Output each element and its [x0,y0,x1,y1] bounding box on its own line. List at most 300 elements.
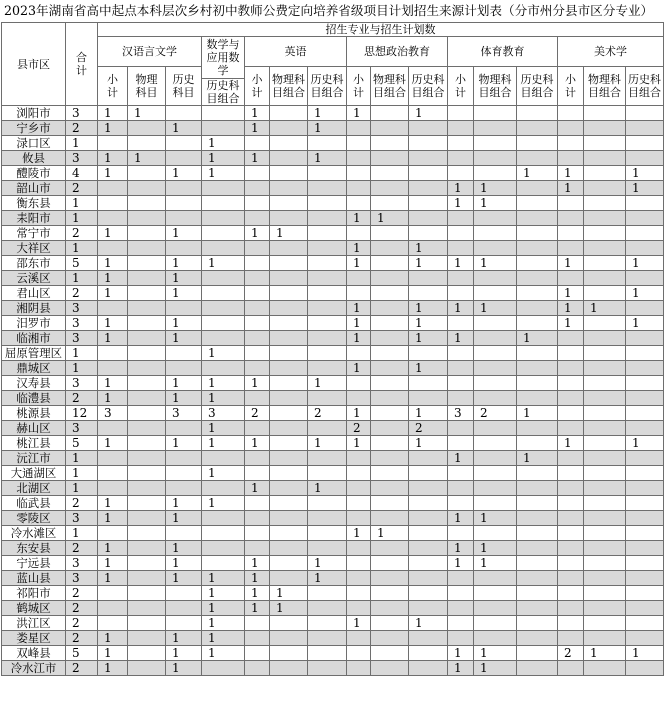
count-cell [308,391,347,406]
county-name: 宁乡市 [2,121,66,136]
count-cell [558,241,584,256]
count-cell [308,646,347,661]
count-cell [558,271,584,286]
page-title: 2023年湖南省高中起点本科层次乡村初中教师公费定向培养省级项目计划招生来源计划表（分市州分县市区分专业） [4,3,654,18]
count-cell [128,541,166,556]
count-cell: 1 [308,481,347,496]
count-cell [517,271,558,286]
count-cell [270,496,308,511]
count-cell [474,166,517,181]
count-cell [347,511,371,526]
count-cell [584,316,626,331]
county-name: 赫山区 [2,421,66,436]
table-row [2,496,664,511]
total-cell: 12 [66,406,98,421]
count-cell [517,136,558,151]
count-cell [128,241,166,256]
count-cell [584,571,626,586]
count-cell [409,211,448,226]
count-cell [558,511,584,526]
count-cell [98,421,128,436]
total-header: 合计 [66,23,98,106]
count-cell [517,196,558,211]
count-cell [448,106,474,121]
count-cell [584,511,626,526]
count-cell [558,331,584,346]
count-cell [409,451,448,466]
count-cell [202,451,245,466]
count-cell [308,526,347,541]
count-cell: 1 [166,496,202,511]
count-cell: 1 [245,601,270,616]
count-cell [166,361,202,376]
count-cell [371,166,409,181]
count-cell [558,526,584,541]
count-cell [558,631,584,646]
count-cell [626,661,664,676]
count-cell [270,451,308,466]
count-cell [517,181,558,196]
total-cell: 2 [66,586,98,601]
count-cell [626,196,664,211]
county-name: 云溪区 [2,271,66,286]
total-cell: 3 [66,331,98,346]
total-cell: 1 [66,451,98,466]
count-cell [409,556,448,571]
county-name: 渌口区 [2,136,66,151]
count-cell [128,316,166,331]
count-cell [626,511,664,526]
count-cell: 1 [308,106,347,121]
count-cell [371,136,409,151]
count-cell [474,286,517,301]
count-cell [347,376,371,391]
count-cell: 1 [626,166,664,181]
count-cell [558,361,584,376]
sub-header: 小计 [558,67,584,106]
count-cell [474,136,517,151]
count-cell [270,376,308,391]
count-cell: 2 [474,406,517,421]
count-cell: 1 [98,256,128,271]
count-cell [308,496,347,511]
count-cell: 1 [166,436,202,451]
count-cell: 1 [98,661,128,676]
count-cell: 1 [409,106,448,121]
total-cell: 5 [66,436,98,451]
count-cell [517,346,558,361]
table-row [2,271,664,286]
sub-header: 历史科目 [166,67,202,106]
count-cell [409,541,448,556]
count-cell: 1 [202,376,245,391]
count-cell [626,451,664,466]
count-cell [166,466,202,481]
count-cell [517,571,558,586]
count-cell: 1 [202,391,245,406]
count-cell [448,376,474,391]
count-cell [308,181,347,196]
count-cell [371,106,409,121]
sub-header: 历史科目组合 [308,67,347,106]
count-cell: 1 [166,661,202,676]
count-cell [308,136,347,151]
total-cell: 2 [66,181,98,196]
count-cell: 1 [448,541,474,556]
count-cell [584,271,626,286]
count-cell: 1 [409,436,448,451]
count-cell [166,196,202,211]
table-row [2,376,664,391]
count-cell: 1 [245,586,270,601]
count-cell [308,466,347,481]
count-cell: 1 [202,151,245,166]
count-cell: 1 [98,271,128,286]
count-cell [558,226,584,241]
count-cell [558,211,584,226]
count-cell: 1 [448,646,474,661]
count-cell [558,466,584,481]
count-cell [448,421,474,436]
count-cell: 1 [448,556,474,571]
count-cell: 1 [409,406,448,421]
table-body [2,106,664,676]
count-cell [245,316,270,331]
count-cell: 1 [166,511,202,526]
count-cell: 1 [98,331,128,346]
count-cell [584,286,626,301]
count-cell [166,151,202,166]
count-cell [474,601,517,616]
count-cell [371,151,409,166]
count-cell [347,556,371,571]
count-cell [584,226,626,241]
sub-header: 物理科目组合 [584,67,626,106]
count-cell [166,451,202,466]
count-cell [128,466,166,481]
count-cell [626,271,664,286]
count-cell: 1 [202,646,245,661]
sub-header: 历史科目组合 [409,67,448,106]
table-row [2,556,664,571]
total-cell: 3 [66,376,98,391]
count-cell [270,331,308,346]
county-name: 桃江县 [2,436,66,451]
count-cell [371,256,409,271]
count-cell [245,646,270,661]
count-cell [409,181,448,196]
count-cell [584,481,626,496]
count-cell [626,211,664,226]
count-cell: 1 [98,496,128,511]
count-cell [626,241,664,256]
count-cell [202,106,245,121]
count-cell [626,121,664,136]
count-cell [474,451,517,466]
count-cell [409,511,448,526]
count-cell [270,166,308,181]
count-cell [409,466,448,481]
table-row [2,586,664,601]
major-header-chinese: 汉语言文学 [98,37,202,67]
count-cell [245,451,270,466]
count-cell [448,316,474,331]
county-name: 冷水滩区 [2,526,66,541]
count-cell: 1 [245,226,270,241]
count-cell [371,316,409,331]
count-cell: 1 [626,181,664,196]
count-cell: 1 [98,541,128,556]
count-cell [409,346,448,361]
count-cell [448,571,474,586]
count-cell [166,586,202,601]
county-name: 常宁市 [2,226,66,241]
total-cell: 3 [66,421,98,436]
count-cell [98,586,128,601]
count-cell: 1 [448,181,474,196]
count-cell [270,121,308,136]
count-cell [347,541,371,556]
count-cell [270,556,308,571]
count-cell [98,136,128,151]
count-cell [98,466,128,481]
count-cell [270,361,308,376]
major-header-politics: 思想政治教育 [347,37,448,67]
count-cell [371,421,409,436]
count-cell [270,511,308,526]
count-cell: 1 [245,121,270,136]
count-cell [245,211,270,226]
count-cell [626,406,664,421]
count-cell: 1 [166,646,202,661]
count-cell [517,541,558,556]
count-cell [371,436,409,451]
count-cell: 1 [474,646,517,661]
count-cell [308,541,347,556]
county-name: 鼎城区 [2,361,66,376]
count-cell [202,196,245,211]
count-cell [308,226,347,241]
count-cell [270,526,308,541]
count-cell: 1 [202,436,245,451]
table-row [2,316,664,331]
count-cell: 1 [626,436,664,451]
count-cell [308,271,347,286]
major-header-english: 英语 [245,37,347,67]
total-cell: 3 [66,151,98,166]
table-row [2,286,664,301]
county-name: 桃源县 [2,406,66,421]
count-cell [409,496,448,511]
count-cell [409,286,448,301]
count-cell: 1 [474,181,517,196]
count-cell [517,436,558,451]
count-cell [128,121,166,136]
count-cell [371,541,409,556]
major-header-art: 美术学 [558,37,664,67]
count-cell [626,526,664,541]
count-cell [558,541,584,556]
table-row [2,511,664,526]
count-cell [128,496,166,511]
count-cell: 1 [202,631,245,646]
count-cell: 3 [166,406,202,421]
count-cell [448,286,474,301]
table-row [2,121,664,136]
table-row [2,421,664,436]
count-cell [584,556,626,571]
count-cell [517,226,558,241]
count-cell [626,106,664,121]
count-cell [409,646,448,661]
count-cell [626,421,664,436]
count-cell [166,106,202,121]
count-cell: 1 [474,511,517,526]
count-cell [128,511,166,526]
count-cell: 1 [448,661,474,676]
count-cell [448,616,474,631]
count-cell [270,181,308,196]
table-row [2,541,664,556]
count-cell [98,211,128,226]
total-cell: 1 [66,346,98,361]
count-cell [448,391,474,406]
count-cell [474,436,517,451]
total-cell: 1 [66,361,98,376]
count-cell [558,136,584,151]
count-cell [98,301,128,316]
count-cell [448,121,474,136]
count-cell [202,226,245,241]
count-cell [371,601,409,616]
count-cell: 1 [270,586,308,601]
count-cell [245,526,270,541]
count-cell [347,466,371,481]
count-cell [245,256,270,271]
count-cell [558,106,584,121]
count-cell: 1 [626,646,664,661]
count-cell [128,631,166,646]
count-cell: 1 [166,271,202,286]
count-cell [245,361,270,376]
total-cell: 2 [66,541,98,556]
table-row [2,526,664,541]
count-cell [584,136,626,151]
count-cell [584,391,626,406]
count-cell [347,586,371,601]
count-cell: 1 [245,571,270,586]
count-cell [626,481,664,496]
county-name: 浏阳市 [2,106,66,121]
count-cell [270,136,308,151]
count-cell [128,256,166,271]
table-row [2,136,664,151]
count-cell: 1 [245,556,270,571]
count-cell: 1 [98,646,128,661]
major-header-pe: 体育教育 [448,37,558,67]
count-cell [347,481,371,496]
count-cell [202,286,245,301]
count-cell [98,361,128,376]
count-cell [371,271,409,286]
count-cell [409,166,448,181]
count-cell [584,331,626,346]
count-cell [166,241,202,256]
count-cell [474,271,517,286]
count-cell: 3 [202,406,245,421]
count-cell: 1 [98,121,128,136]
county-name: 邵东市 [2,256,66,271]
table-row [2,151,664,166]
count-cell: 3 [448,406,474,421]
count-cell [270,421,308,436]
count-cell [128,646,166,661]
count-cell: 1 [202,466,245,481]
count-cell [584,241,626,256]
count-cell [558,406,584,421]
count-cell: 1 [347,526,371,541]
county-name: 韶山市 [2,181,66,196]
total-cell: 3 [66,571,98,586]
county-name: 临澧县 [2,391,66,406]
count-cell: 1 [626,316,664,331]
count-cell: 1 [409,256,448,271]
count-cell [166,301,202,316]
count-cell: 1 [347,211,371,226]
count-cell [308,631,347,646]
county-name: 沅江市 [2,451,66,466]
count-cell [245,661,270,676]
count-cell [270,661,308,676]
count-cell [558,496,584,511]
count-cell [474,571,517,586]
count-cell: 1 [245,436,270,451]
count-cell [558,571,584,586]
count-cell [347,496,371,511]
count-cell [584,121,626,136]
count-cell [517,286,558,301]
count-cell [245,421,270,436]
count-cell [98,526,128,541]
count-cell [347,136,371,151]
count-cell [626,391,664,406]
count-cell [270,436,308,451]
count-cell [98,601,128,616]
count-cell [128,661,166,676]
table-row [2,406,664,421]
sub-header: 小计 [98,67,128,106]
count-cell: 1 [202,421,245,436]
count-cell [474,421,517,436]
count-cell [517,481,558,496]
count-cell [308,256,347,271]
total-cell: 2 [66,121,98,136]
table-row [2,661,664,676]
total-cell: 1 [66,481,98,496]
count-cell [584,466,626,481]
total-cell: 2 [66,286,98,301]
count-cell [308,601,347,616]
county-name: 洪江区 [2,616,66,631]
count-cell [270,256,308,271]
count-cell [584,376,626,391]
count-cell: 1 [202,586,245,601]
count-cell [98,616,128,631]
count-cell [584,406,626,421]
count-cell: 1 [166,631,202,646]
count-cell: 1 [202,256,245,271]
count-cell [371,586,409,601]
